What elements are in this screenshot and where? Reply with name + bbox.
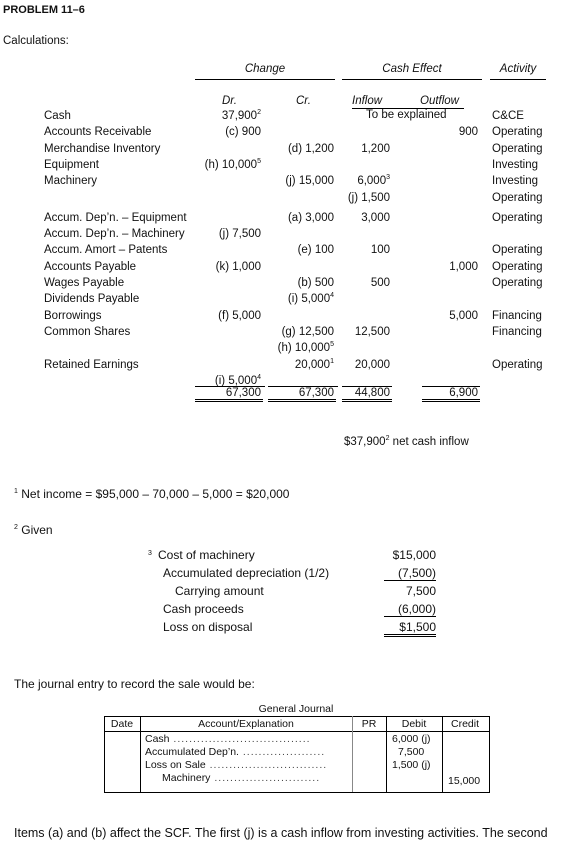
note3-value-2: 7,500 [405,584,436,598]
note3-value-0: $15,000 [392,548,436,562]
row-outflow: 1,000 [449,261,478,273]
row-activity: Operating [492,143,543,155]
change-header: Change [244,63,286,75]
row-cr: (e) 100 [297,244,334,256]
note3-value-4: $1,500 [384,620,436,637]
row-activity: Investing [492,159,539,171]
journal-debit-2: 1,500 (j) [392,759,431,771]
inflow-total: 44,800 [342,387,392,402]
footnote-1: $^1$ Net income = $95,000 – 70,000 – 5,000 = $20,000 [14,487,290,501]
row-inflow: 12,500 [354,326,390,338]
row-inflow: 1,200 [361,143,390,155]
row-account: Wages Payable [44,277,125,289]
footnote-2: $^2$ Given [14,523,53,537]
row-dr: 37,900$^2$ [221,109,261,122]
note3-value-3: (6,000) [384,602,436,617]
note3-label-4: Loss on disposal [163,620,253,634]
journal-header-rule [104,731,489,732]
row-activity: Operating [492,261,543,273]
row-account: Accounts Receivable [44,126,152,138]
dr-header: Dr. [222,95,237,107]
row-account: Equipment [44,159,99,171]
outflow-header: Outflow [420,95,459,107]
change-underline [195,79,335,80]
row-cr: 20,000$^1$ [294,358,334,371]
row-account: Borrowings [44,310,102,322]
row-dr: (h) 10,000$^5$ [204,158,261,171]
row-cr: (b) 500 [297,277,334,289]
row-cr: (d) 1,200 [287,143,334,155]
note3-value-1: (7,500) [384,566,436,581]
row-account: Common Shares [44,326,131,338]
row-activity: Operating [492,359,543,371]
note-3-num: 3 [148,550,152,557]
row-account: Retained Earnings [44,359,139,371]
calculations-label: Calculations: [3,35,69,47]
journal-credit-header: Credit [450,718,479,730]
row-account: Machinery [44,175,98,187]
row-activity: Operating [492,126,543,138]
cr-header: Cr. [296,95,311,107]
activity-header: Activity [499,63,537,75]
row-activity: Investing [492,175,539,187]
row-cr: (i) 5,000$^4$ [287,292,334,305]
journal-credit-3: 15,000 [448,775,481,787]
row-account: Merchandise Inventory [44,143,161,155]
row-inflow: 20,000 [354,359,390,371]
row-account: Accum. Dep’n. – Machinery [44,228,185,240]
row-account: Accum. Dep’n. – Equipment [44,212,187,224]
row-cr: (h) 10,000$^5$ [277,341,334,354]
row-dr: (i) 5,000$^4$ [214,374,261,387]
note3-label-3: Cash proceeds [163,602,244,616]
journal-date-header: Date [110,718,134,730]
journal-account-1: Accumulated Dep’n. ..................... [145,746,326,758]
row-activity: Operating [492,277,543,289]
row-activity: Financing [492,326,542,338]
row-activity: Financing [492,310,542,322]
row-dr: (k) 1,000 [215,261,261,273]
row-inflow: 3,000 [361,212,390,224]
row-inflow: 6,000$^3$ [357,174,390,187]
to-be-explained: To be explained [366,109,447,121]
journal-title: General Journal [258,703,334,715]
activity-underline [490,79,546,80]
inflow-header: Inflow [352,95,383,107]
row-inflow: 500 [370,277,390,289]
net-cash-line: $37,900$^2$ net cash inflow [344,435,469,448]
outflow-total: 6,900 [422,387,480,402]
journal-account-3: Machinery ........................... [162,772,321,784]
row-activity: Operating [492,192,543,204]
row-dr: (j) 7,500 [218,228,261,240]
row-account: Accounts Payable [44,261,137,273]
journal-debit-0: 6,000 (j) [392,733,431,745]
cr-total: 67,300 [268,387,336,402]
row-account: Cash [44,110,71,122]
row-inflow: 100 [370,244,390,256]
row-activity: Operating [492,212,543,224]
row-inflow: (j) 1,500 [347,192,390,204]
journal-account-2: Loss on Sale .............................. [145,759,328,771]
row-outflow: 900 [458,126,478,138]
note3-label-2: Carrying amount [175,584,264,598]
row-activity: C&CE [492,110,524,122]
journal-account-header: Account/Explanation [198,718,294,730]
journal-debit-header: Debit [401,718,427,730]
cash-effect-header: Cash Effect [382,63,442,75]
row-outflow: 5,000 [449,310,478,322]
row-cr: (j) 15,000 [285,175,334,187]
dr-total: 67,300 [195,387,263,402]
row-cr: (a) 3,000 [287,212,334,224]
row-account: Accum. Amort – Patents [44,244,168,256]
cash-effect-underline [342,79,482,80]
note3-label-1: Accumulated depreciation (1/2) [163,566,330,580]
journal-pr-header: PR [361,718,377,730]
bottom-text: Items (a) and (b) affect the SCF. The first (j) is a cash inflow from investing activities. The second [14,826,548,840]
row-cr: (g) 12,500 [281,326,334,338]
row-account: Dividends Payable [44,293,140,305]
problem-title: PROBLEM 11–6 [3,4,85,16]
row-dr: (f) 5,000 [218,310,261,322]
journal-intro: The journal entry to record the sale would be: [14,677,255,691]
journal-debit-1: 7,500 [398,746,425,758]
note3-label-0: Cost of machinery [158,548,255,562]
row-dr: (c) 900 [225,126,261,138]
journal-account-0: Cash ................................... [145,733,311,745]
row-activity: Operating [492,244,543,256]
